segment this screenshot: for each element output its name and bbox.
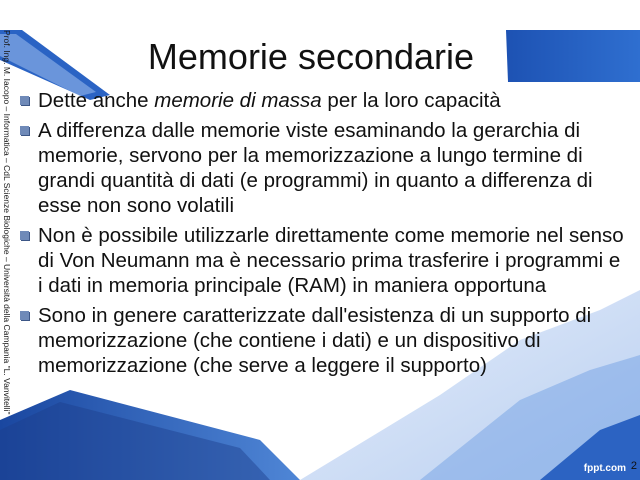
top-right-band xyxy=(506,30,640,82)
side-credit-text: Prof. Ing. M. Iacopo – Informatica – CdL Scienze Biologiche – Università della Campania "L. Vanvitelli" xyxy=(2,30,12,415)
bullet-item xyxy=(20,223,630,298)
bullet-item xyxy=(20,303,630,378)
bullet-emphasis: memorie di massa xyxy=(154,89,322,112)
bullet-square-icon xyxy=(20,126,29,135)
bullet-item xyxy=(20,118,630,218)
bullet-square-icon xyxy=(20,231,29,240)
side-credit xyxy=(0,30,18,460)
slide-title: Memorie secondarie xyxy=(147,36,475,77)
bullet-square-icon xyxy=(20,311,29,320)
page-number: 2 xyxy=(630,460,637,472)
bullet-item xyxy=(20,88,630,113)
bullet-text: Sono in genere caratterizzate dall'esistenza di un supporto di memorizzazione (che contiene i dati) e un dispositivo di memorizzazione (che serve a leggere il supporto) xyxy=(38,304,592,377)
bullet-text: A differenza dalle memorie viste esaminando la gerarchia di memorie, servono per la memorizzazione a lungo termine di grandi quantità di dati (e programmi) in quanto a differenza di esse non sono volatili xyxy=(38,119,593,217)
bullet-text: Dette anche memorie di massa per la loro capacità xyxy=(38,89,501,112)
bullet-text: Non è possibile utilizzarle direttamente come memorie nel senso di Von Neumann ma è necessario prima trasferire i programmi e i dati in memoria principale (RAM) in maniera opportuna xyxy=(38,224,624,297)
bullet-square-icon xyxy=(20,96,29,105)
bullet-list xyxy=(20,88,630,383)
brand-label: fppt.com xyxy=(583,463,626,474)
